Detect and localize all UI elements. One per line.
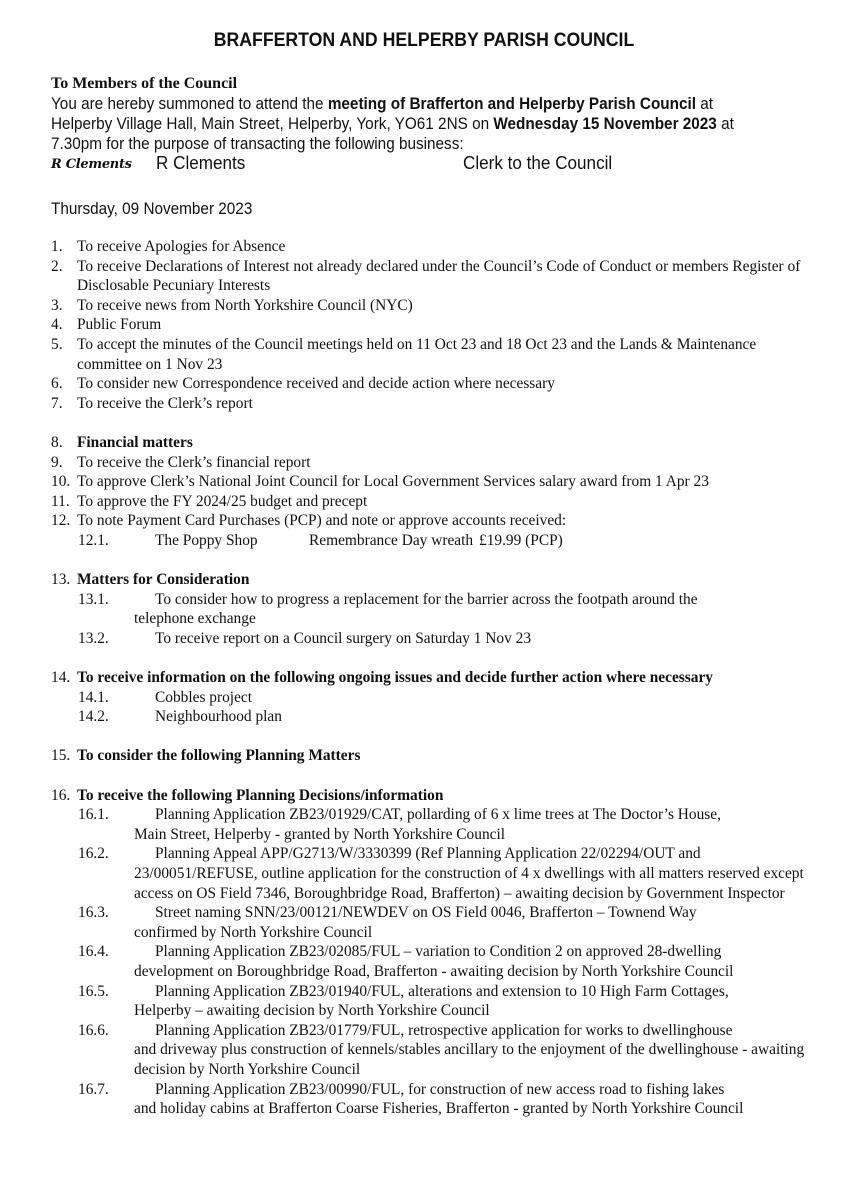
agenda-item-matters <box>51 570 811 590</box>
clerk-role: Clerk to the Council <box>463 153 613 173</box>
sub-item-text: Planning Application ZB23/01929/CAT, pollarding of 6 x lime trees at The Doctor’s House, <box>155 806 721 824</box>
agenda-item <box>51 296 811 316</box>
sub-item-text: Street naming SNN/23/00121/NEWDEV on OS Field 0046, Brafferton – Townend Way <box>155 904 697 922</box>
sub-item-continuation: development on Boroughbridge Road, Brafferton - awaiting decision by North Yorkshire Council <box>134 962 734 980</box>
item-text: To consider new Correspondence received and decide action where necessary <box>77 375 555 393</box>
handwritten-signature: R Clements <box>51 157 132 172</box>
sub-item-number: 16.3. <box>78 904 109 922</box>
salutation: To Members of the Council <box>51 75 238 92</box>
planning-item <box>51 805 811 844</box>
agenda-item <box>51 492 811 512</box>
signature-block <box>51 153 811 177</box>
document-title: BRAFFERTON AND HELPERBY PARISH COUNCIL <box>213 30 635 51</box>
item-number: 12. <box>51 512 71 530</box>
item-heading: Matters for Consideration <box>77 571 250 589</box>
item-heading: To receive information on the following ongoing issues and decide further action where necessary <box>77 669 713 687</box>
item-number: 16. <box>51 786 71 804</box>
agenda-item <box>51 237 811 257</box>
agenda-list <box>51 237 811 1119</box>
item-number: 9. <box>51 453 63 471</box>
item-text: To approve Clerk’s National Joint Council for Local Government Services salary award from 1 Apr 23 <box>77 473 709 491</box>
agenda-item <box>51 335 811 374</box>
agenda-item-planning-decisions <box>51 786 811 806</box>
sub-item <box>51 590 811 629</box>
clerk-name: R Clements <box>156 153 246 173</box>
payment-row <box>51 531 811 551</box>
meeting-name: meeting of Brafferton and Helperby Parish Council <box>327 95 697 113</box>
sub-item-text: Planning Appeal APP/G2713/W/3330399 (Ref Planning Application 22/02294/OUT and <box>155 845 701 863</box>
sub-item-number: 14.2. <box>78 708 109 726</box>
agenda-item-planning-matters <box>51 746 811 766</box>
item-number: 8. <box>51 433 63 451</box>
item-heading: To receive the following Planning Decisions/information <box>77 786 444 804</box>
item-number: 7. <box>51 394 63 412</box>
summons-purpose: at 7.30pm for the purpose of transacting the following business: <box>51 115 734 153</box>
agenda-item-ongoing <box>51 668 811 688</box>
agenda-item <box>51 511 811 531</box>
sub-item-text: Planning Application ZB23/01940/FUL, alterations and extension to 10 High Farm Cottages, <box>155 982 729 1000</box>
planning-item <box>51 903 811 942</box>
item-number: 11. <box>51 492 70 510</box>
sub-item-text: To consider how to progress a replacement for the barrier across the footpath around the <box>155 590 698 608</box>
sub-item-number: 13.1. <box>78 590 109 608</box>
sub-item-continuation: and driveway plus construction of kennels/stables ancillary to the enjoyment of the dwellinghouse - awaiting decision by North Yorkshire Council <box>134 1041 805 1078</box>
sub-item-continuation: Main Street, Helperby - granted by North Yorkshire Council <box>134 825 506 843</box>
planning-item <box>51 844 811 903</box>
item-text: To receive the Clerk’s report <box>77 394 253 412</box>
item-text: To receive Apologies for Absence <box>77 238 286 255</box>
agenda-item <box>51 394 811 414</box>
sub-item <box>51 629 811 649</box>
sub-item-continuation: Helperby – awaiting decision by North Yorkshire Council <box>134 1002 490 1020</box>
item-number: 14. <box>51 669 71 687</box>
item-text: To receive the Clerk’s financial report <box>77 453 311 471</box>
sub-item-number: 14.1. <box>78 688 109 706</box>
payee: The Poppy Shop <box>155 531 258 549</box>
item-text: To accept the minutes of the Council meetings held on 11 Oct 23 and 18 Oct 23 and the Lands & Maintenance committee on 1 Nov 23 <box>77 335 757 373</box>
sub-item-number: 12.1. <box>78 531 109 549</box>
item-number: 15. <box>51 747 71 765</box>
sub-item-continuation: and holiday cabins at Brafferton Coarse Fisheries, Brafferton - granted by North Yorkshire Council <box>134 1100 744 1118</box>
agenda-item <box>51 374 811 394</box>
item-text: To note Payment Card Purchases (PCP) and note or approve accounts received: <box>77 512 567 530</box>
item-number: 4. <box>51 316 63 334</box>
item-number: 3. <box>51 296 63 314</box>
summons-text: You are hereby summoned to attend the <box>51 95 328 113</box>
item-number: 10. <box>51 473 71 491</box>
item-number: 13. <box>51 571 71 589</box>
meeting-date: Wednesday 15 November 2023 <box>493 115 717 133</box>
sub-item-text: Cobbles project <box>155 688 253 706</box>
agenda-item <box>51 453 811 473</box>
sub-item-text: Planning Application ZB23/02085/FUL – variation to Condition 2 on approved 28-dwelling <box>155 943 722 961</box>
item-heading: To consider the following Planning Matters <box>77 747 361 765</box>
agenda-item <box>51 257 811 296</box>
planning-item <box>51 982 811 1021</box>
sub-item-continuation: confirmed by North Yorkshire Council <box>134 923 373 941</box>
item-text: Public Forum <box>77 316 162 334</box>
planning-item <box>51 1021 811 1080</box>
sub-item-text: Planning Application ZB23/00990/FUL, for construction of new access road to fishing lakes <box>155 1080 725 1098</box>
item-text: To receive news from North Yorkshire Council (NYC) <box>77 296 413 314</box>
summons-paragraph <box>51 94 765 154</box>
item-text: To approve the FY 2024/25 budget and precept <box>77 492 368 510</box>
item-number: 1. <box>51 238 63 255</box>
sub-item <box>51 707 811 727</box>
planning-item <box>51 942 811 981</box>
sub-item-number: 16.1. <box>78 806 109 824</box>
payment-amount: £19.99 (PCP) <box>479 531 563 549</box>
sub-item-number: 16.6. <box>78 1021 109 1039</box>
issue-date: Thursday, 09 November 2023 <box>51 200 253 218</box>
payment-description: Remembrance Day wreath <box>309 531 474 549</box>
sub-item-number: 16.5. <box>78 982 109 1000</box>
planning-item <box>51 1080 811 1119</box>
sub-item-number: 16.2. <box>78 845 109 863</box>
agenda-item <box>51 315 811 335</box>
item-text: To receive Declarations of Interest not already declared under the Council’s Code of Conduct or members Register of Disclosable Pecuniary Interests <box>77 257 801 295</box>
sub-item-text: Neighbourhood plan <box>155 708 282 726</box>
item-number: 5. <box>51 335 63 353</box>
sub-item <box>51 688 811 708</box>
sub-item-number: 16.4. <box>78 943 109 961</box>
sub-item-continuation: 23/00051/REFUSE, outline application for the construction of 4 x dwellings with all matters reserved except access on OS Field 7346, Boroughbridge Road, Brafferton) – awaiting decision by Government Inspector <box>134 865 804 902</box>
summons-venue: at Helperby Village Hall, Main Street, Helperby, York, YO61 2NS on <box>51 95 714 133</box>
sub-item-number: 13.2. <box>78 629 109 647</box>
sub-item-number: 16.7. <box>78 1080 109 1098</box>
item-heading: Financial matters <box>77 433 193 451</box>
agenda-item-financial <box>51 433 811 453</box>
agenda-item <box>51 472 811 492</box>
sub-item-text: Planning Application ZB23/01779/FUL, retrospective application for works to dwellinghouse <box>155 1021 733 1039</box>
sub-item-text: To receive report on a Council surgery on Saturday 1 Nov 23 <box>155 629 532 647</box>
item-number: 2. <box>51 257 63 275</box>
sub-item-continuation: telephone exchange <box>134 610 256 628</box>
item-number: 6. <box>51 375 63 393</box>
